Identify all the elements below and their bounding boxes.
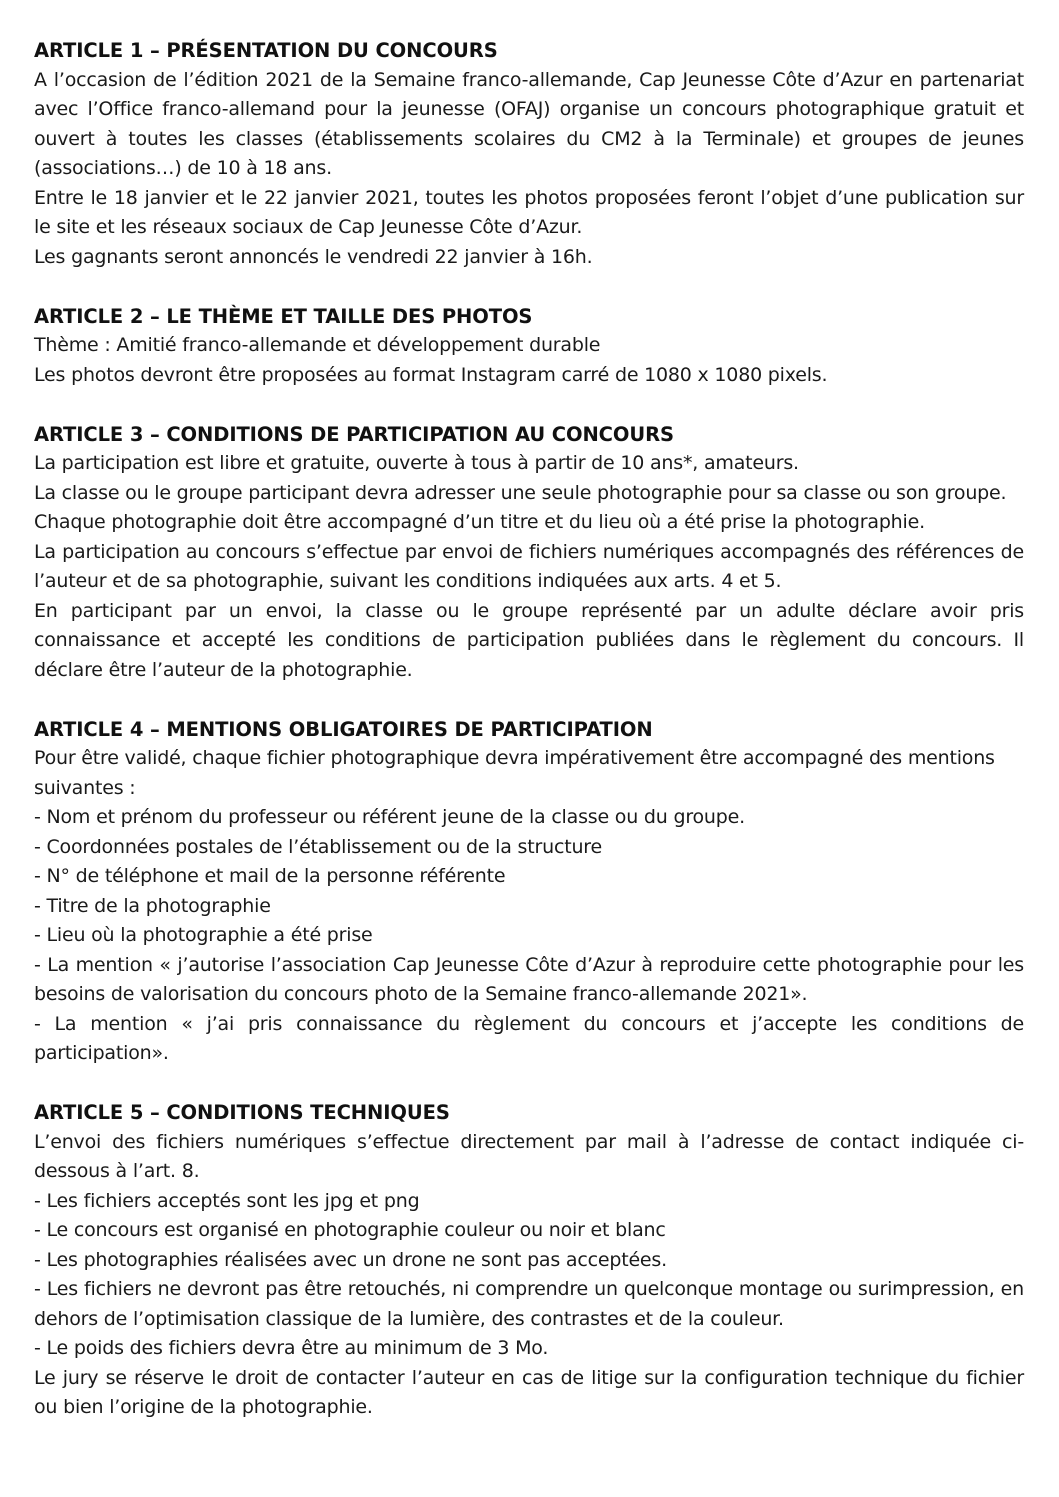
article-4-list-item: - Lieu où la photographie a été prise (34, 924, 373, 946)
article-1 (34, 36, 1024, 272)
article-2-paragraph: Thème : Amitié franco-allemande et développement durable (34, 334, 601, 356)
article-1-title: ARTICLE 1 – PRÉSENTATION DU CONCOURS (34, 39, 498, 62)
article-4-title: ARTICLE 4 – MENTIONS OBLIGATOIRES DE PARTICIPATION (34, 717, 653, 741)
article-5-list-item: - Les photographies réalisées avec un drone ne sont pas acceptées. (34, 1248, 667, 1271)
article-5-paragraph: Le jury se réserve le droit de contacter l’auteur en cas de litige sur la configuration technique du fichier ou bien l’origine de la photographie. (34, 1366, 1024, 1418)
article-5-list-item: - Le concours est organisé en photographie couleur ou noir et blanc (34, 1219, 666, 1241)
article-1-paragraph: Entre le 18 janvier et le 22 janvier 2021, toutes les photos proposées feront l’objet d’une publication sur le site et les réseaux sociaux de Cap Jeunesse Côte d’Azur. (34, 186, 1024, 238)
article-3-paragraph: La participation est libre et gratuite, ouverte à tous à partir de 10 ans*, amateurs. (34, 452, 799, 474)
article-4-list-item: - Coordonnées postales de l’établissement ou de la structure (34, 835, 602, 858)
article-3-paragraph: La classe ou le groupe participant devra adresser une seule photographie pour sa classe ou son groupe. (34, 481, 1007, 504)
article-4-list-item: - La mention « j’ai pris connaissance du règlement du concours et j’accepte les conditions de participation». (34, 1012, 1024, 1064)
article-1-paragraph: Les gagnants seront annoncés le vendredi 22 janvier à 16h. (34, 245, 593, 268)
article-5-list-item: - Le poids des fichiers devra être au minimum de 3 Mo. (34, 1337, 549, 1359)
article-3-paragraph: En participant par un envoi, la classe ou le groupe représenté par un adulte déclare avoir pris connaissance et accepté les conditions de participation publiées dans le règlement du concours. Il déclare être l’auteur de la photographie. (34, 599, 1024, 681)
article-5-list-item: - Les fichiers ne devront pas être retouchés, ni comprendre un quelconque montage ou surimpression, en dehors de l’optimisation classique de la lumière, des contrastes et de la couleur. (34, 1278, 1024, 1330)
article-5-title: ARTICLE 5 – CONDITIONS TECHNIQUES (34, 1101, 450, 1124)
article-1-paragraph: A l’occasion de l’édition 2021 de la Semaine franco-allemande, Cap Jeunesse Côte d’Azur en partenariat avec l’Office franco-allemand pour la jeunesse (OFAJ) organise un concours photographique gratuit et ouvert à toutes les classes (établissements scolaires du CM2 à la Terminale) et groupes de jeunes (associations…) de 10 à 18 ans. (34, 68, 1024, 179)
article-3 (34, 420, 1024, 686)
article-3-title: ARTICLE 3 – CONDITIONS DE PARTICIPATION AU CONCOURS (34, 422, 674, 446)
article-4-list-item: - Nom et prénom du professeur ou référent jeune de la classe ou du groupe. (34, 806, 745, 828)
article-5-paragraph: L’envoi des fichiers numériques s’effectue directement par mail à l’adresse de contact indiquée ci-dessous à l’art. 8. (34, 1130, 1024, 1182)
article-5 (34, 1098, 1024, 1423)
article-4 (34, 715, 1024, 1069)
article-3-paragraph: La participation au concours s’effectue par envoi de fichiers numériques accompagnés des références de l’auteur et de sa photographie, suivant les conditions indiquées aux arts. 4 et 5. (34, 540, 1024, 592)
document-page (34, 36, 1024, 1452)
article-2-paragraph: Les photos devront être proposées au format Instagram carré de 1080 x 1080 pixels. (34, 363, 828, 386)
article-4-list-item: - N° de téléphone et mail de la personne référente (34, 865, 506, 887)
article-4-paragraph: Pour être validé, chaque fichier photographique devra impérativement être accompagné des mentions suivantes : (34, 747, 995, 799)
article-4-list-item: - La mention « j’autorise l’association Cap Jeunesse Côte d’Azur à reproduire cette photographie pour les besoins de valorisation du concours photo de la Semaine franco-allemande 2021». (34, 953, 1024, 1005)
article-2 (34, 302, 1024, 391)
article-5-list-item: - Les fichiers acceptés sont les jpg et png (34, 1189, 420, 1212)
article-4-list-item: - Titre de la photographie (34, 894, 271, 917)
article-3-paragraph: Chaque photographie doit être accompagné d’un titre et du lieu où a été prise la photographie. (34, 511, 925, 533)
article-2-title: ARTICLE 2 – LE THÈME ET TAILLE DES PHOTOS (34, 304, 533, 328)
